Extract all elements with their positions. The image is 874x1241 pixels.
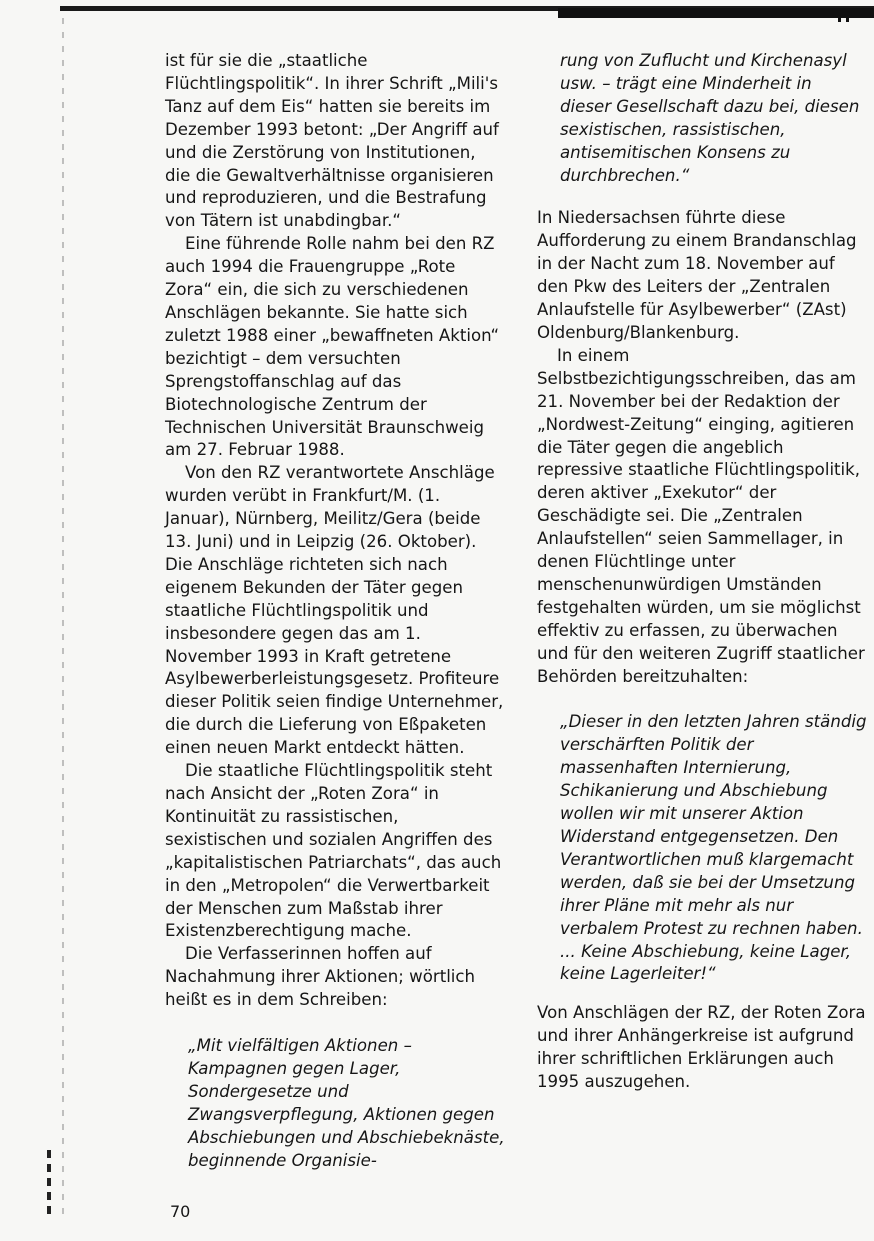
paragraph: In einem Selbstbezichtigungsschreiben, das am 21. November bei der Redaktion der „Nordwest-Zeitung“ einging, agitieren die Täter gegen die angeblich repressive staatliche Flüchtlingspolitik, deren aktiver „Exekutor“ der Geschädigte sei. Die „Zentralen Anlaufstellen“ seien Sammellager, in denen Flüchtlinge unter menschenunwürdigen Umständen festgehalten würden, um sie möglichst effektiv zu erfassen, zu überwachen und für den weiteren Zugriff staatlicher Behörden bereitzuhalten:	[537, 345, 865, 686]
right-column	[537, 50, 867, 1094]
block-quote-continued: rung von Zuflucht und Kirchenasyl usw. – trägt eine Minderheit in dieser Gesellschaft dazu bei, diesen sexistischen, rassistischen, antisemitischen Konsens zu durchbrechen.“	[560, 51, 860, 185]
left-column	[165, 50, 505, 1173]
scan-left-edge	[62, 18, 64, 1218]
paragraph: Von den RZ verantwortete Anschläge wurden verübt in Frankfurt/M. (1. Januar), Nürnberg, Meilitz/Gera (beide 13. Juni) und in Leipzig (26. Oktober). Die Anschläge richteten sich nach eigenem Bekunden der Täter gegen staatliche Flüchtlingspolitik und insbesondere gegen das am 1. November 1993 in Kraft getretene Asylbewerberleistungsgesetz. Profiteure dieser Politik seien findige Unternehmer, die durch die Lieferung von Eßpaketen einen neuen Markt entdeckt hätten.	[165, 463, 504, 758]
scan-left-binding	[47, 1150, 51, 1220]
paragraph: In Niedersachsen führte diese Aufforderung zu einem Brandanschlag in der Nacht zum 18. November auf den Pkw des Leiters der „Zentralen Anlaufstelle für Asylbewerber“ (ZAst) Oldenburg/Blankenburg.	[537, 208, 857, 342]
scan-top-edge-right	[558, 8, 874, 18]
scan-mark	[846, 8, 849, 22]
paragraph: Von Anschlägen der RZ, der Roten Zora und ihrer Anhängerkreise ist aufgrund ihrer schriftlichen Erklärungen auch 1995 auszugehen.	[537, 1003, 866, 1092]
scan-mark	[838, 8, 841, 22]
paragraph: Eine führende Rolle nahm bei den RZ auch 1994 die Frauengruppe „Rote Zora“ ein, die sich zu verschiedenen Anschlägen bekannte. Sie hatte sich zuletzt 1988 einer „bewaffneten Aktion“ bezichtigt – dem versuchten Sprengstoffanschlag auf das Biotechnologische Zentrum der Technischen Universität Braunschweig am 27. Februar 1988.	[165, 234, 500, 460]
paragraph: ist für sie die „staatliche Flüchtlingspolitik“. In ihrer Schrift „Mili's Tanz auf dem Eis“ hatten sie bereits im Dezember 1993 betont: „Der Angriff auf und die Zerstörung von Institutionen, die die Gewaltverhältnisse organisieren und reproduzieren, und die Bestrafung von Tätern ist unabdingbar.“	[165, 51, 499, 231]
paragraph: Die Verfasserinnen hoffen auf Nachahmung ihrer Aktionen; wörtlich heißt es in dem Schreiben:	[165, 944, 476, 1010]
block-quote: „Mit vielfältigen Aktionen – Kampagnen gegen Lager, Sondergesetze und Zwangsverpflegung, Aktionen gegen Abschiebungen und Abschiebeknäste, beginnende Organisie-	[188, 1036, 505, 1170]
paragraph: Die staatliche Flüchtlingspolitik steht nach Ansicht der „Roten Zora“ in Kontinuität zu rassistischen, sexistischen und sozialen Angriffen des „kapitalistischen Patriarchats“, das auch in den „Metropolen“ die Verwertbarkeit der Menschen zum Maßstab ihrer Existenzberechtigung mache.	[165, 761, 502, 941]
block-quote: „Dieser in den letzten Jahren ständig verschärften Politik der massenhaften Internierung, Schikanierung und Abschiebung wollen wir mit unserer Aktion Widerstand entgegensetzen. Den Verantwortlichen muß klargemacht werden, daß sie bei der Umsetzung ihrer Pläne mit mehr als nur verbalem Protest zu rechnen haben. ... Keine Abschiebung, keine Lager, keine Lagerleiter!“	[560, 712, 867, 984]
page-number: 70	[170, 1202, 191, 1221]
